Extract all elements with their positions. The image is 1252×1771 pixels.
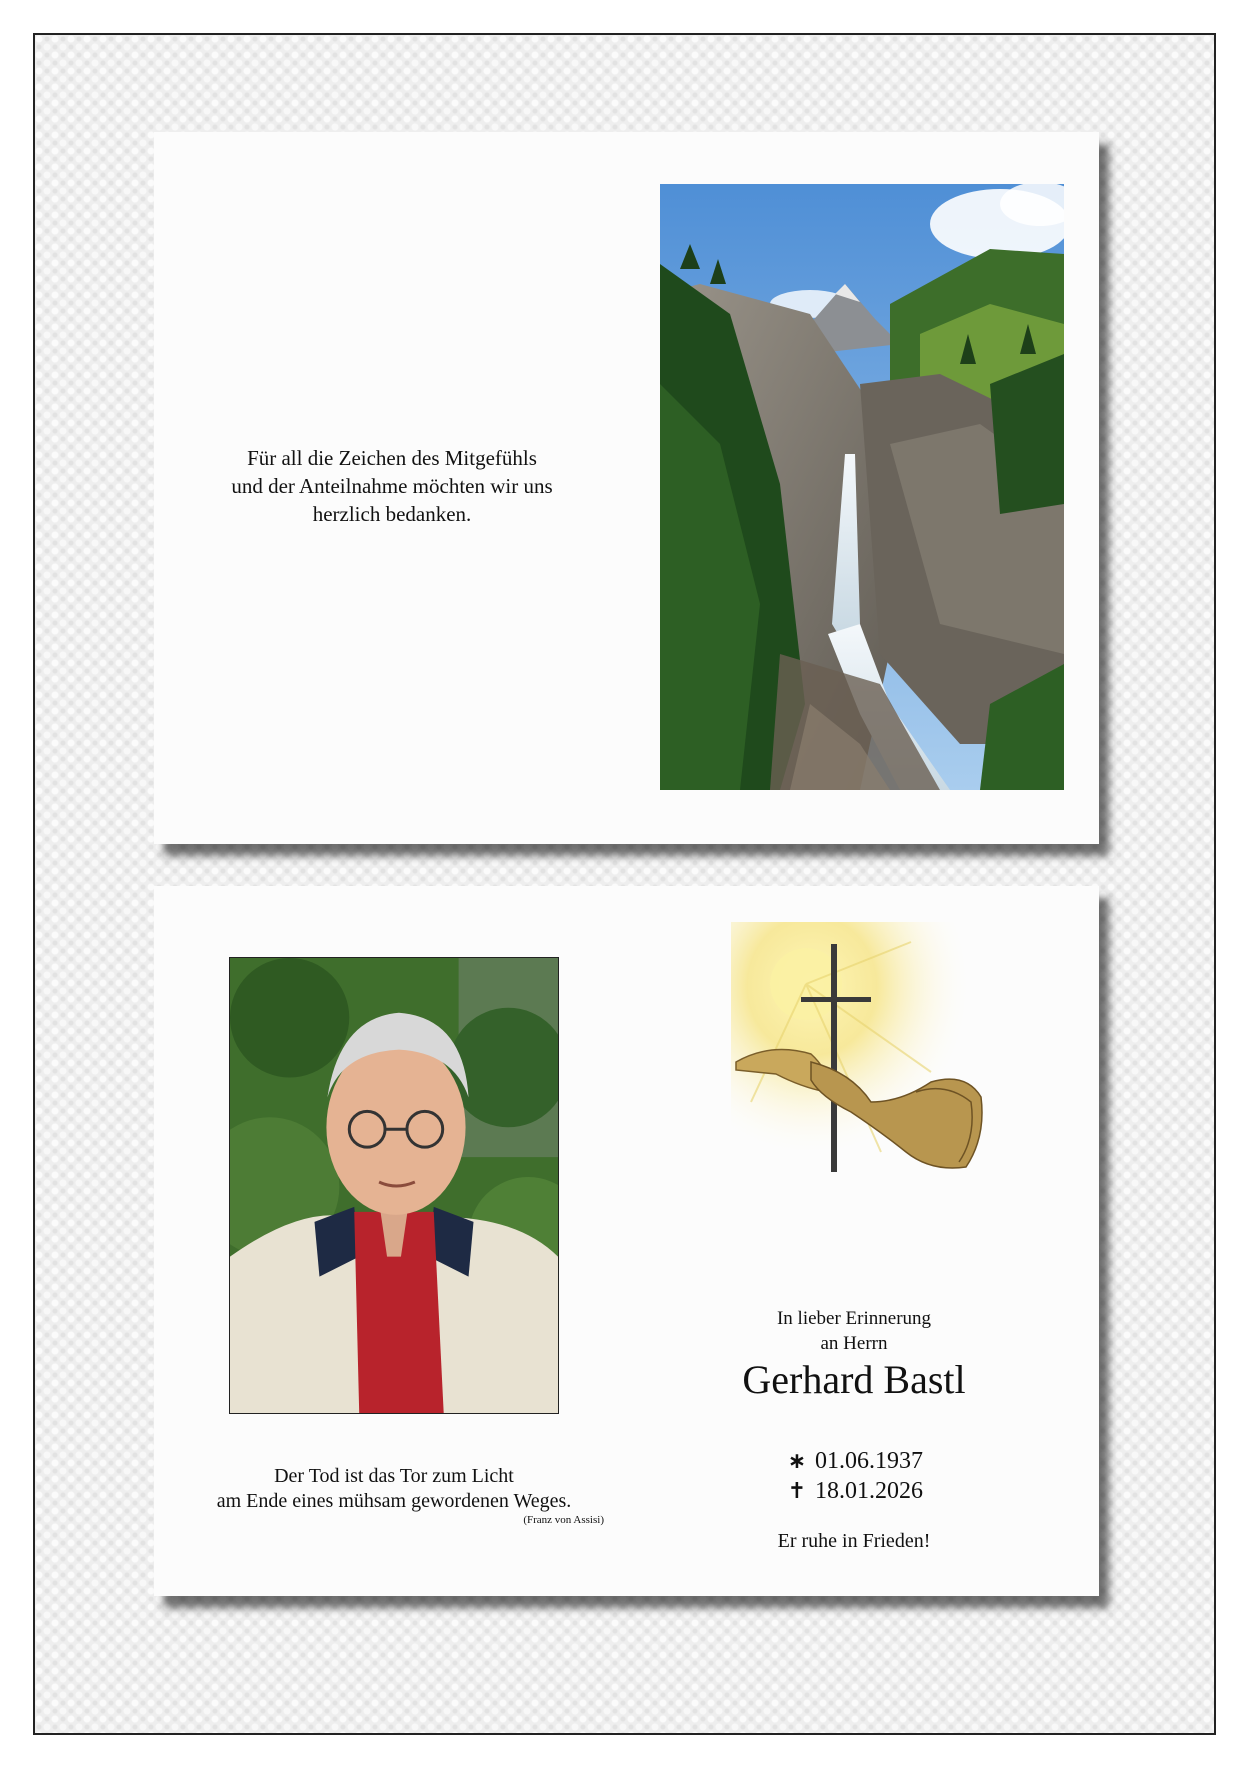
quote-line-2: am Ende eines mühsam gewordenen Weges. [216, 1490, 572, 1512]
thanks-text [192, 444, 592, 528]
cross-with-hands-icon [731, 922, 1001, 1212]
memory-intro-line-2: an Herrn [820, 1333, 888, 1354]
portrait-photo [229, 957, 559, 1414]
thanks-line-2: und der Anteilnahme möchten wir uns [231, 474, 553, 498]
thanks-line-1: Für all die Zeichen des Mitgefühls [247, 446, 537, 470]
birth-date-line [644, 1446, 1064, 1477]
memorial-card [154, 886, 1099, 1596]
death-cross-icon: ✝ [787, 1479, 807, 1504]
thank-you-card [154, 132, 1099, 844]
deceased-name: Gerhard Bastl [742, 1357, 966, 1402]
death-date: 18.01.2026 [815, 1478, 923, 1504]
waterfall-photo [660, 184, 1064, 790]
quote-line-1: Der Tod ist das Tor zum Licht [274, 1465, 514, 1487]
memory-intro [644, 1306, 1064, 1356]
memory-intro-line-1: In lieber Erinnerung [776, 1308, 932, 1329]
thanks-line-3: herzlich bedanken. [312, 502, 472, 526]
quote-source: (Franz von Assisi) [523, 1514, 604, 1526]
quote-text [184, 1464, 604, 1514]
death-date-line [644, 1476, 1064, 1507]
birth-date: 01.06.1937 [815, 1448, 923, 1474]
closing-text: Er ruhe in Frieden! [777, 1530, 931, 1552]
birth-star-icon: ∗ [787, 1449, 807, 1474]
